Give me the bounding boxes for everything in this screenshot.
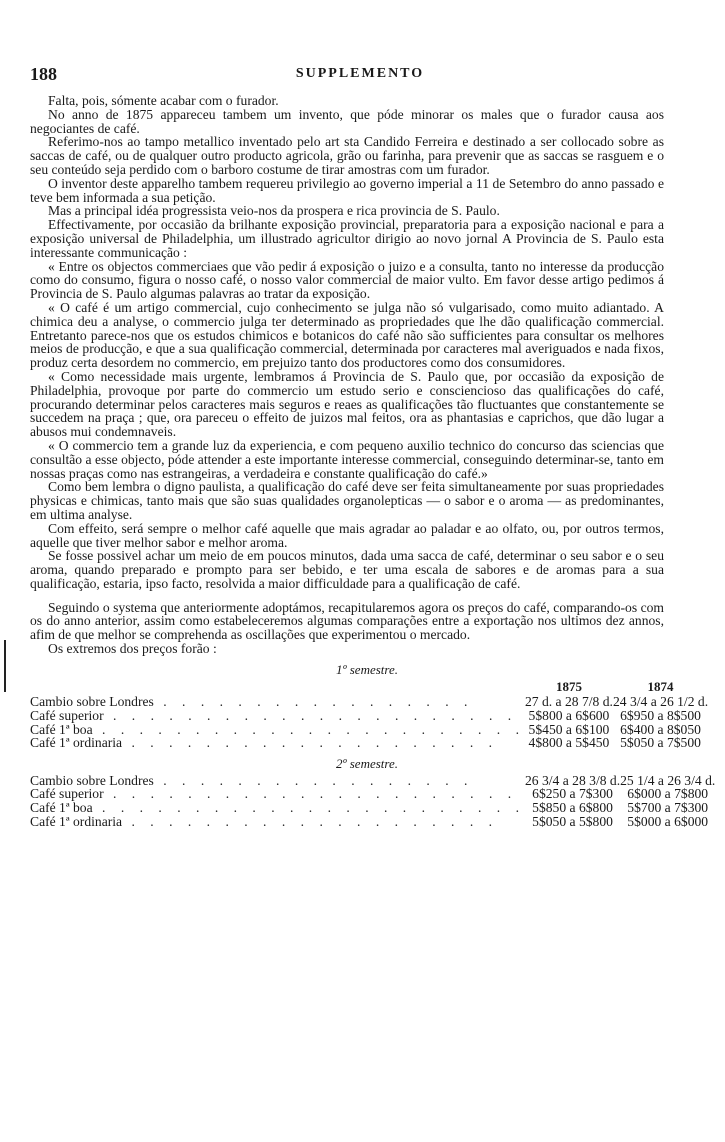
table-row bbox=[30, 736, 708, 750]
value-1874: 5$000 a 6$000 bbox=[627, 813, 709, 829]
value-1875: 5$050 a 5$800 bbox=[532, 813, 613, 829]
table-row bbox=[30, 787, 715, 801]
dot-leader: . . . . . . . . . . . . . . . . . . . . bbox=[122, 814, 499, 829]
row-label: Café superior bbox=[30, 709, 104, 723]
paragraph: Referimo-nos ao tampo metallico inventado pelo art sta Candido Ferreira e destinado a ser collocado sobre as saccas de café, ou de qualquer outro producto agricola, grão ou farinha, para prevenir que as saccas se rasguem e o seu conteúdo seja perdido com o barboro costume de tirar amostras com um furador. bbox=[30, 134, 664, 177]
price-table-semester-1 bbox=[30, 680, 708, 750]
value-1875: 4$800 a 5$450 bbox=[528, 735, 610, 751]
value-1874: 6$950 a 8$500 bbox=[620, 708, 701, 724]
row-label: Café 1ª boa bbox=[30, 801, 93, 815]
margin-mark bbox=[4, 640, 6, 692]
table-row bbox=[30, 774, 715, 788]
dot-leader: . . . . . . . . . . . . . . . . . . . . bbox=[122, 736, 499, 750]
semester-heading: 2º semestre. bbox=[335, 755, 399, 771]
value-1875: 5$800 a 6$600 bbox=[528, 708, 610, 724]
row-label: Café superior bbox=[30, 787, 104, 802]
table-row bbox=[30, 695, 708, 709]
paragraph: Mas a principal idéa progressista veio-nos da prospera e rica provincia de S. Paulo. bbox=[48, 203, 500, 219]
row-label: Café 1ª boa bbox=[30, 722, 93, 737]
body-text bbox=[30, 93, 716, 829]
value-1874: 5$700 a 7$300 bbox=[627, 800, 709, 816]
row-label: Café 1ª ordinaria bbox=[30, 814, 123, 829]
value-1875: 5$850 a 6$800 bbox=[532, 800, 613, 816]
page-number: 188 bbox=[30, 64, 57, 84]
value-1875: 6$250 a 7$300 bbox=[532, 786, 613, 802]
paragraph: Seguindo o systema que anteriormente adoptámos, recapitularemos agora os preços do café, comparando-os com os do anno anterior, assim como estabeleceremos algumas comparações entre a exportação nos ultimos dez annos, afim de que melhor se comprehenda as oscillações que experimentou o mercado. bbox=[30, 599, 664, 643]
paragraph: Com effeito, será sempre o melhor café aquelle que mais agradar ao paladar e ao olfato, ou, por outros termos, aquelle que tiver melhor sabor e melhor aroma. bbox=[30, 520, 664, 550]
row-label: Cambio sobre Londres bbox=[30, 695, 154, 710]
table-row bbox=[30, 801, 715, 815]
dot-leader: . . . . . . . . . . . . . . . . . . . . . . . bbox=[92, 801, 525, 815]
dot-leader: . . . . . . . . . . . . . . . . . . . . . . bbox=[103, 709, 518, 723]
table-row bbox=[30, 723, 708, 737]
dot-leader: . . . . . . . . . . . . . . . . . bbox=[153, 773, 474, 788]
value-1875: 5$450 a 6$100 bbox=[528, 721, 610, 737]
quote-paragraph: « Entre os objectos commerciaes que vão pedir á exposição o juizo e a consulta, tanto no interesse da producção como do consumo, figura o nosso café, o nosso valor commercial de maior vulto. Em favor desse artigo pedimos á Provincia de S. Paulo algumas palavras ao tratar da exposição. bbox=[30, 258, 664, 302]
table-row bbox=[30, 815, 715, 829]
quote-paragraph: « O café é um artigo commercial, cujo conhecimento se julga não só vulgarisado, como muito adiantado. A chimica deu a analyse, o commercio julga ter determinado as propriedades que lhe dão qualificação commercial. Entretanto parece-nos que os estudos chimicos e botanicos do café não são sufficientes para consultar os melhores meios de producção, e que a sua qualificação commercial, determinada por caracteres mal averiguados e nada fixos, produz certa desordem no commercio, em prejuizo tanto dos productores como dos consumidores. bbox=[30, 299, 664, 371]
row-label: Cambio sobre Londres bbox=[30, 773, 154, 788]
running-title: SUPPLEMENTO bbox=[295, 66, 425, 81]
year-header-row bbox=[30, 680, 708, 696]
price-table-semester-2 bbox=[30, 774, 715, 828]
semester-heading: 1º semestre. bbox=[335, 661, 399, 677]
value-1874: 5$050 a 7$500 bbox=[620, 735, 701, 751]
quote-paragraph: « O commercio tem a grande luz da experiencia, e com pequeno auxilio technico do concurso das sciencias que consultão a esse objecto, póde attender a este importante interesse commercial, conseguindo determinar-se, tanto em nossas praças como nas estrangeiras, a verdadeira e constante qualificação do café.» bbox=[30, 437, 664, 481]
dot-leader: . . . . . . . . . . . . . . . . . bbox=[153, 695, 474, 710]
paragraph: O inventor deste apparelho tambem requereu privilegio ao governo imperial a 11 de Setembro do anno passado e teve bem informada a sua petição. bbox=[30, 175, 664, 205]
table-row bbox=[30, 709, 708, 723]
paragraph: No anno de 1875 appareceu tambem um invento, que póde minorar os males que o furador causa aos negociantes de café. bbox=[30, 106, 664, 136]
dot-leader: . . . . . . . . . . . . . . . . . . . . . . bbox=[103, 787, 518, 802]
paragraph: Os extremos dos preços forão : bbox=[48, 641, 217, 657]
year-1874: 1874 bbox=[647, 678, 674, 694]
value-1874: 6$400 a 8$050 bbox=[620, 721, 701, 737]
year-1875: 1875 bbox=[555, 678, 582, 694]
quote-paragraph: « Como necessidade mais urgente, lembramos á Provincia de S. Paulo que, por occasião da exposição de Philadelphia, provoque por parte do commercio um estudo serio e consciencioso das qualificações do café, procurando determinar pelos caracteres mais seguros e reaes as qualificações tão fluctuantes que constantemente se succedem na praça ; que, ora pareceu o effeito de juizos mal feitos, ora as phantasias e caprichos, que dão lugar a abusos mui condemnaveis. bbox=[30, 368, 664, 440]
value-1874: 25 1/4 a 26 3/4 d. bbox=[620, 772, 716, 788]
value-1875: 26 3/4 a 28 3/8 d. bbox=[524, 772, 621, 788]
dot-leader: . . . . . . . . . . . . . . . . . . . . . . . bbox=[92, 722, 525, 737]
row-label: Café 1ª ordinaria bbox=[30, 736, 123, 750]
page-header bbox=[30, 64, 690, 84]
paragraph: Como bem lembra o digno paulista, a qualificação do café deve ser feita simultaneamente por suas propriedades physicas e chimicas, tanto mais que são suas qualidades organolepticas — o sabor e o aroma — as predominantes, em ultima analyse. bbox=[30, 479, 664, 522]
value-1874: 24 3/4 a 26 1/2 d. bbox=[612, 694, 709, 710]
paragraph: Effectivamente, por occasião da brilhante exposição provincial, preparatoria para a exposição nacional e para a exposição universal de Philadelphia, um illustrado agricultor dirigio ao novo jornal A Provincia de S. Paulo esta interessante communicação : bbox=[30, 217, 664, 260]
paragraph: Falta, pois, sómente acabar com o furador. bbox=[48, 93, 279, 108]
value-1875: 27 d. a 28 7/8 d. bbox=[524, 694, 613, 710]
value-1874: 6$000 a 7$800 bbox=[627, 786, 709, 802]
empty-cell bbox=[30, 680, 525, 696]
paragraph: Se fosse possivel achar um meio de em poucos minutos, dada uma sacca de café, determinar o seu sabor e o seu aroma, quando preparado e prompto para ser bebido, e ter uma escala de sabores e de aromas para a sua qualificação, estaria, ipso facto, resolvida a maior difficuldade para a qualificação de café. bbox=[30, 548, 664, 591]
